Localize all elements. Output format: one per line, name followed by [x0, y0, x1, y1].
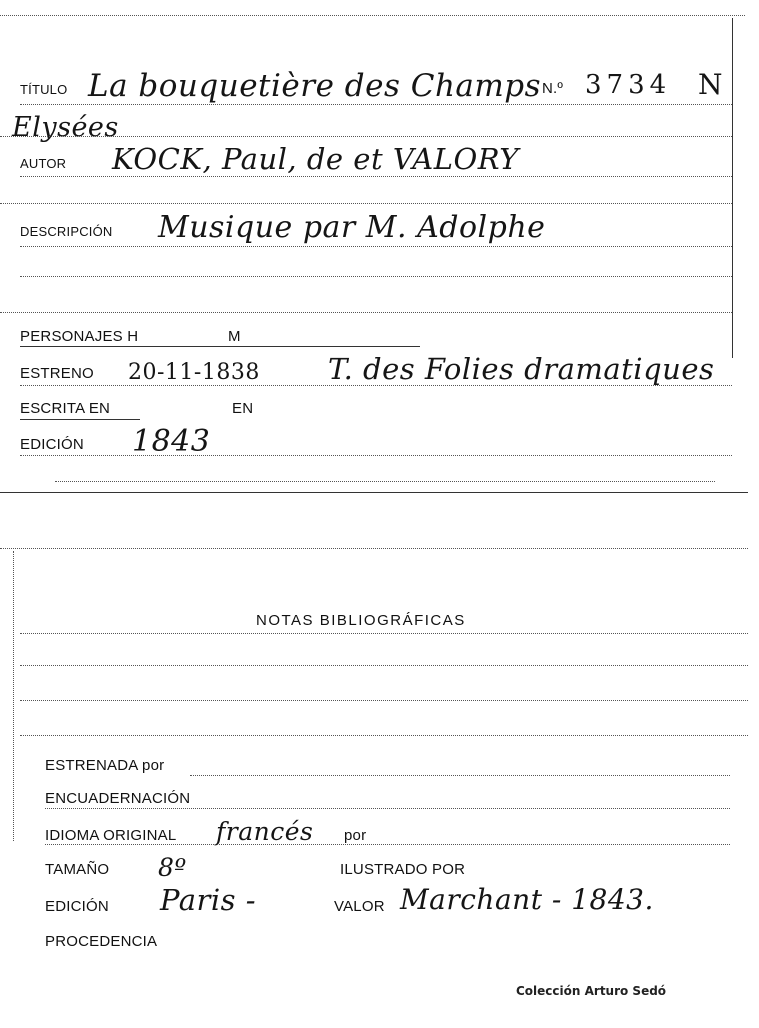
- autor-rule: [20, 176, 732, 177]
- personajes-rule: [20, 346, 420, 347]
- tamano-label: TAMAÑO: [45, 861, 110, 878]
- valor-label: VALOR: [334, 898, 385, 915]
- numero-label: N.º: [542, 80, 564, 97]
- personajes-m-label: M: [228, 328, 241, 345]
- descripcion-rule: [20, 246, 732, 247]
- card-back-top-edge: [0, 548, 748, 549]
- catalog-card-back: [0, 545, 759, 1028]
- encuadernacion-rule: [45, 808, 730, 809]
- encuadernacion-label: ENCUADERNACIÓN: [45, 790, 191, 807]
- descripcion-rule-3: [0, 312, 732, 313]
- valor-value: Marchant - 1843.: [400, 883, 654, 916]
- personajes-label: PERSONAJES H: [20, 328, 139, 345]
- estrenada-rule: [190, 775, 730, 776]
- edicion-rule-2: [55, 481, 715, 482]
- edicion-rule: [20, 455, 732, 456]
- estreno-label: ESTRENO: [20, 365, 94, 382]
- titulo-rule-2: [0, 136, 732, 137]
- titulo-value: La bouquetière des Champs: [88, 68, 542, 104]
- catalog-card-front: [0, 0, 759, 495]
- notas-rule-3: [20, 700, 748, 701]
- descripcion-value: Musique par M. Adolphe: [158, 210, 546, 245]
- card-right-edge: [732, 18, 733, 358]
- idioma-label: IDIOMA ORIGINAL: [45, 827, 177, 844]
- edicion-back-label: EDICIÓN: [45, 898, 109, 915]
- numero-suffix: N: [698, 68, 723, 101]
- card-back-left-edge: [13, 551, 14, 841]
- autor-value: KOCK, Paul, de et VALORY: [112, 142, 519, 176]
- escrita-en-label: EN: [232, 400, 254, 417]
- escrita-rule: [20, 419, 140, 420]
- collection-footer: Colección Arturo Sedó: [516, 984, 667, 998]
- tamano-value: 8º: [158, 853, 187, 882]
- notas-rule-2: [20, 665, 748, 666]
- edicion-label: EDICIÓN: [20, 436, 84, 453]
- idioma-value: francés: [216, 817, 314, 846]
- descripcion-rule-2: [20, 276, 732, 277]
- edicion-value: 1843: [132, 424, 211, 459]
- notas-heading: NOTAS BIBLIOGRÁFICAS: [256, 612, 466, 629]
- titulo-value-continued: Elysées: [12, 112, 119, 143]
- notas-rule-4: [20, 735, 748, 736]
- card-front-bottom-edge: [0, 492, 748, 493]
- escrita-label: ESCRITA EN: [20, 400, 111, 417]
- notas-rule-1: [20, 633, 748, 634]
- estrenada-label: ESTRENADA por: [45, 757, 165, 774]
- descripcion-label: DESCRIPCIÓN: [20, 224, 113, 239]
- autor-rule-2: [0, 203, 732, 204]
- titulo-rule: [20, 104, 732, 105]
- idioma-por-label: por: [344, 827, 367, 844]
- titulo-label: TÍTULO: [20, 82, 68, 97]
- ilustrado-label: ILUSTRADO POR: [340, 861, 466, 878]
- estreno-rule: [20, 385, 732, 386]
- estreno-theatre: T. des Folies dramatiques: [328, 352, 715, 386]
- numero-value: 3734: [585, 70, 672, 100]
- autor-label: AUTOR: [20, 156, 67, 171]
- idioma-rule: [45, 844, 730, 845]
- procedencia-label: PROCEDENCIA: [45, 933, 158, 950]
- estreno-date: 20-11-1838: [128, 360, 260, 385]
- edicion-back-value: Paris -: [160, 883, 257, 917]
- card-top-edge: [0, 15, 745, 16]
